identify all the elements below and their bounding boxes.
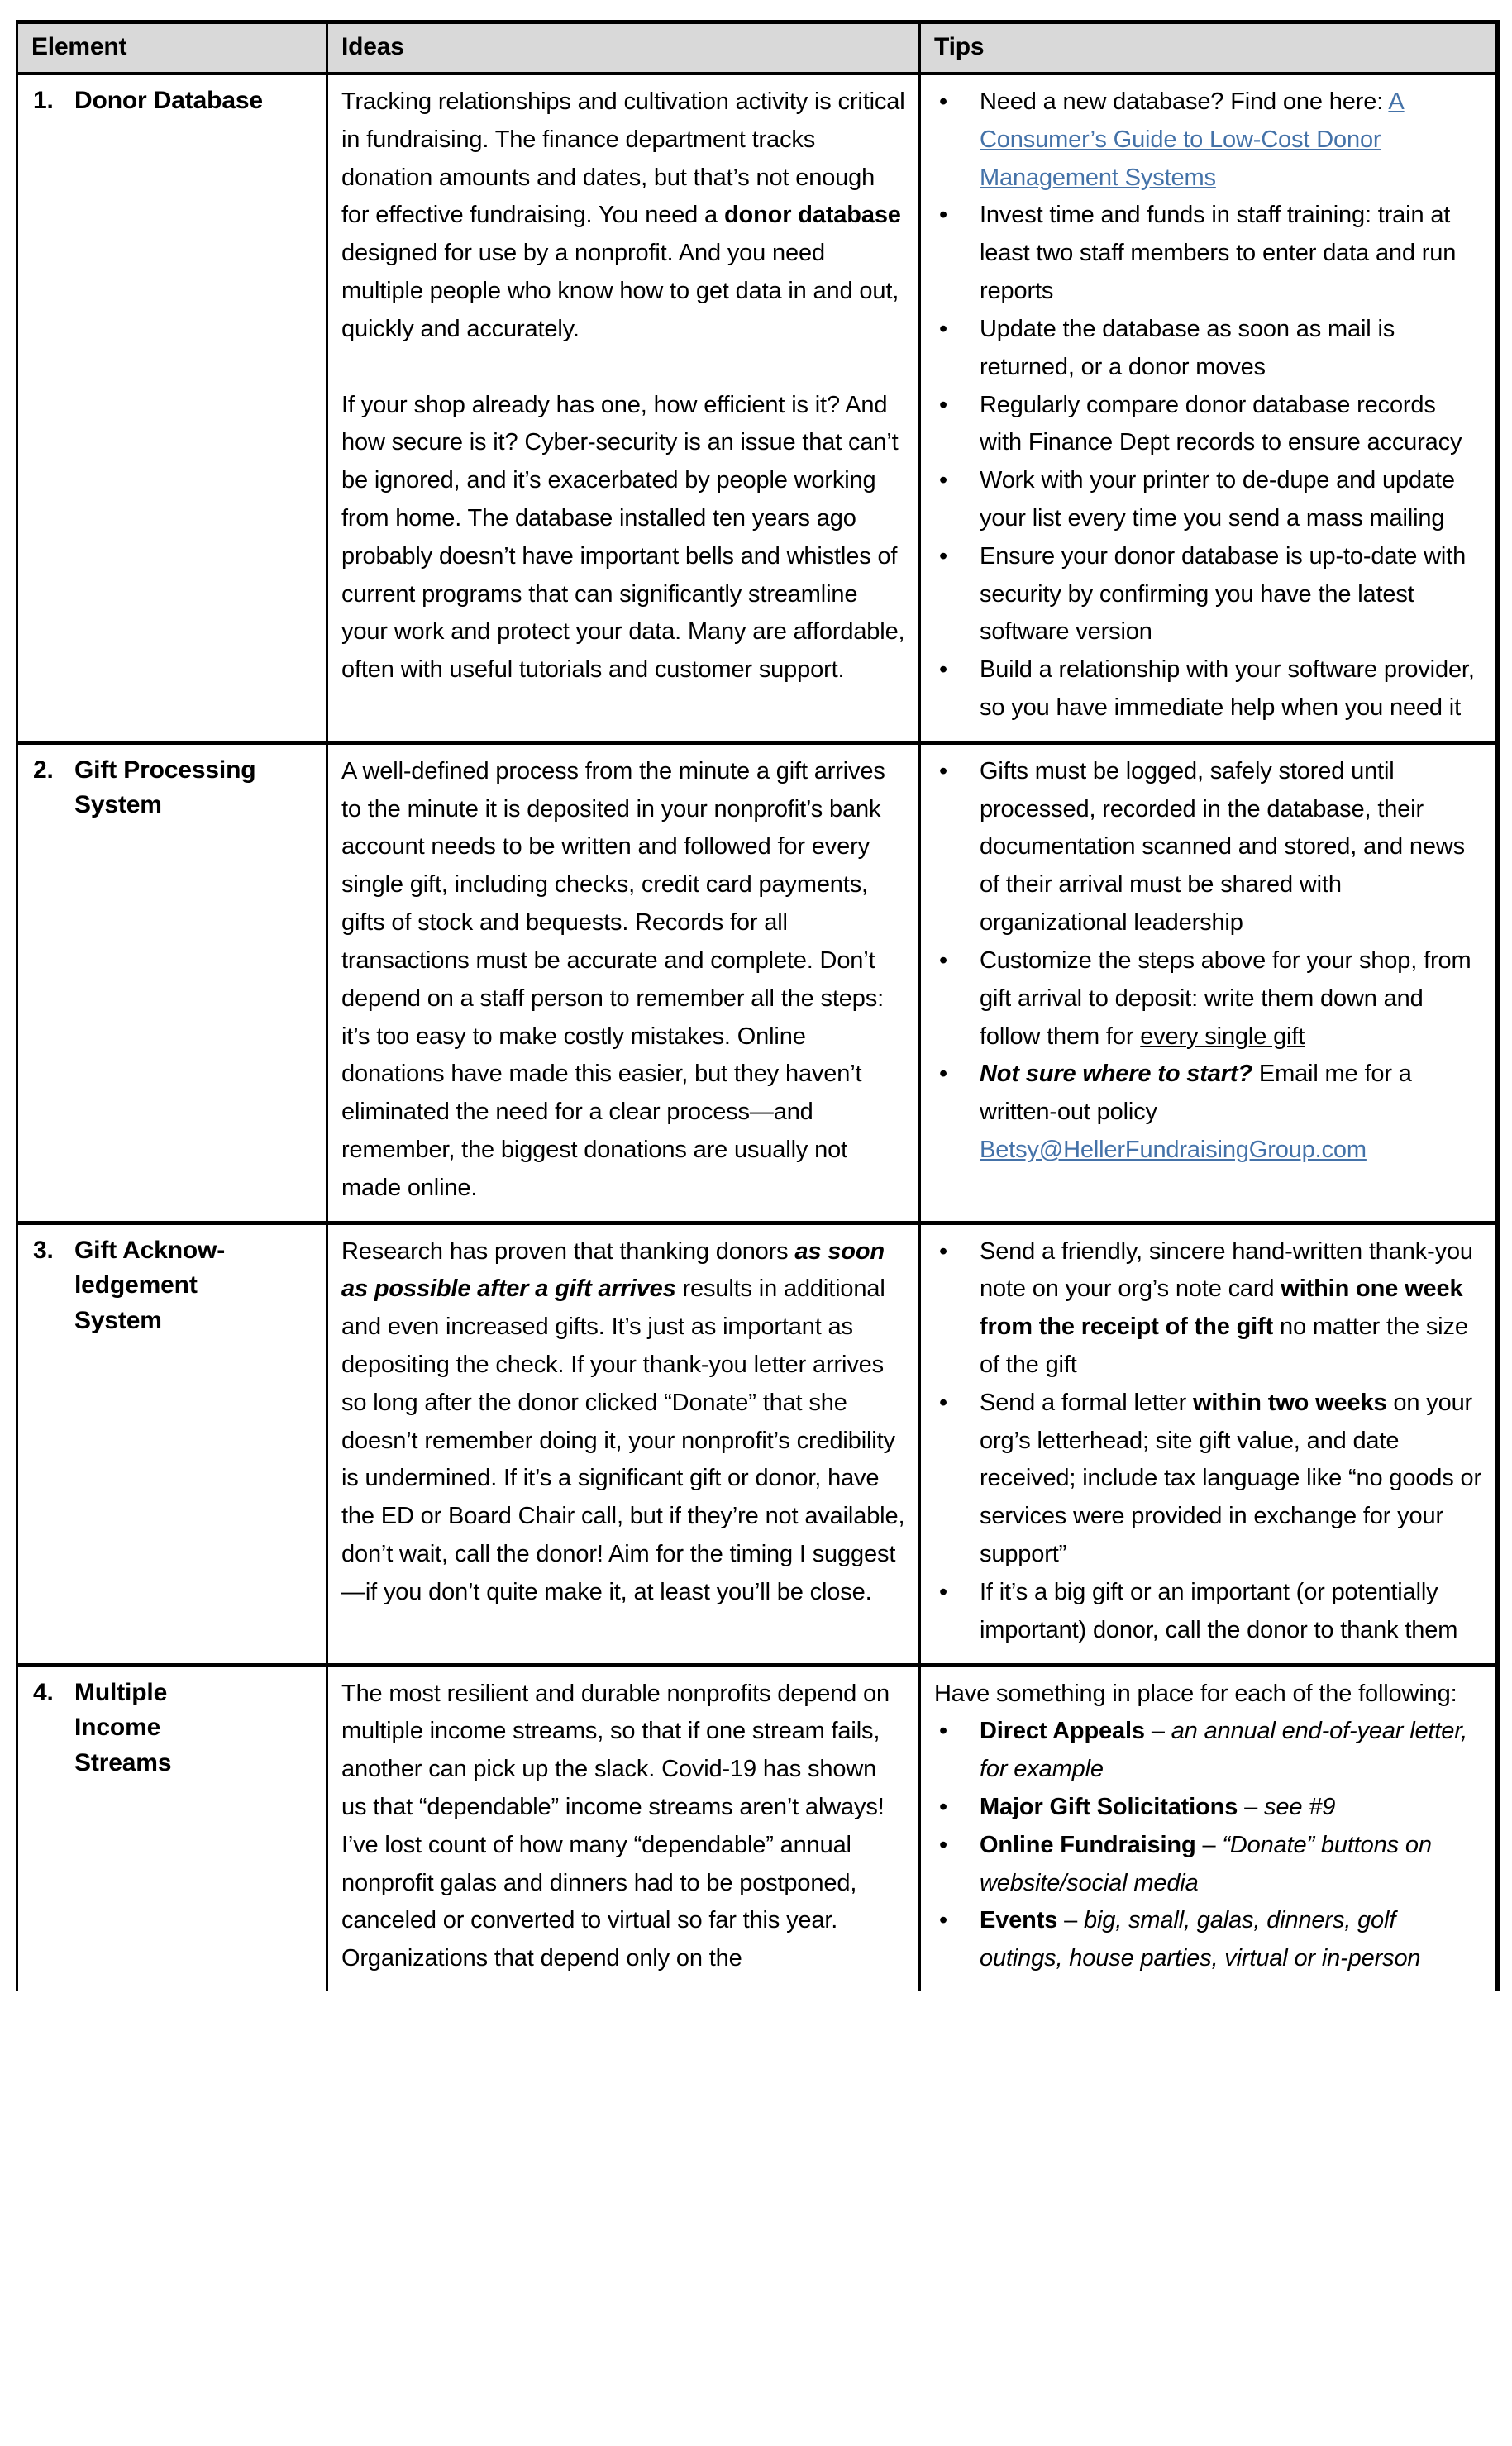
list-item — [934, 942, 1482, 1056]
ideas-cell — [327, 742, 920, 1223]
element-cell — [17, 742, 327, 1223]
tip-text: Customize the steps above for your shop, from gift arrival to deposit: write them down and follow them for — [980, 946, 1471, 1050]
list-item — [934, 1827, 1482, 1903]
tip-separator: – — [1238, 1793, 1264, 1820]
tip-emphasis-bold: Events — [980, 1907, 1058, 1934]
tip-emphasis-bold: Major Gift Solicitations — [980, 1793, 1238, 1820]
list-item — [934, 1385, 1482, 1574]
fundraising-elements-table — [16, 20, 1500, 1991]
tip-separator: – — [1195, 1831, 1223, 1858]
tip-emphasis-bold: within two weeks — [1192, 1389, 1387, 1416]
list-item: • Gifts must be logged, safely stored until processed, recorded in the database, their documentation scanned and stored, and news of their arrival must be shared with organizational leadership — [934, 753, 1482, 942]
tip-text: Send a friendly, sincere hand-written thank-you note on your org’s note card — [980, 1237, 1473, 1303]
tip-text: Send a formal letter — [980, 1389, 1193, 1416]
tip-lead-text: Need a new database? Find one here: — [980, 88, 1389, 115]
column-header-tips: Tips — [920, 22, 1498, 74]
tip-emphasis-bold: Online Fundraising — [980, 1831, 1196, 1858]
element-cell — [17, 1665, 327, 1991]
element-number: 2. — [33, 756, 54, 784]
tip-emphasis-bold: Direct Appeals — [980, 1718, 1145, 1745]
tip-separator: – — [1144, 1718, 1171, 1745]
list-item — [934, 1789, 1482, 1827]
tips-cell — [920, 1665, 1498, 1991]
tips-intro-text: Have something in place for each of the following: — [934, 1680, 1457, 1707]
tip-emphasis-bold: within one week from the receipt of the gift — [980, 1275, 1463, 1341]
table-body — [17, 74, 1498, 1991]
ideas-paragraph: A well-defined process from the minute a gift arrives to the minute it is deposited in your nonprofit’s bank account needs to be written and followed for every single gift, including checks, credit card payments, gifts of stock and bequests. Records for all transactions must be accurate and complete. Don’t depend on a staff person to remember all the steps: it’s too easy to make costly mistakes. Online donations have made this easier, but they haven’t eliminated the need for a clear process—and remember, the biggest donations are usually not made online. — [341, 757, 885, 1201]
element-cell — [17, 1223, 327, 1665]
tip-emphasis-italic: an annual end-of-year letter, for example — [980, 1718, 1468, 1783]
tip-emphasis-italic: see #9 — [1264, 1793, 1336, 1820]
table-row — [17, 742, 1498, 1223]
list-item: • Ensure your donor database is up-to-date with security by confirming you have the latest software version — [934, 538, 1482, 651]
tip-separator: – — [1057, 1907, 1084, 1934]
tips-cell — [920, 74, 1498, 742]
list-item: • If it’s a big gift or an important (or potentially important) donor, call the donor to thank them — [934, 1574, 1482, 1650]
list-item — [934, 1902, 1482, 1978]
list-item — [934, 83, 1482, 197]
element-number: 3. — [33, 1236, 54, 1264]
ideas-cell — [327, 1665, 920, 1991]
table-row — [17, 74, 1498, 742]
table-row — [17, 1665, 1498, 1991]
tips-list — [934, 1233, 1482, 1650]
ideas-paragraph: Tracking relationships and cultivation activity is critical in fundraising. The finance department tracks donation amounts and dates, but that’s not enough for effective fundraising. You need a donor database designed for use by a nonprofit. And you need multiple people who know how to get data in and out, quickly and accurately. — [341, 88, 905, 342]
list-item — [934, 1713, 1482, 1789]
ideas-paragraph: If your shop already has one, how efficient is it? And how secure is it? Cyber-security is an issue that can’t be ignored, and it’s exacerbated by people working from home. The database installed ten years ago probably doesn’t have important bells and whistles of current programs that can significantly streamline your work and protect your data. Many are affordable, often with useful tutorials and customer support. — [341, 391, 905, 684]
tips-list — [934, 753, 1482, 1170]
tips-cell — [920, 742, 1498, 1223]
element-number: 4. — [33, 1678, 54, 1706]
element-number: 1. — [33, 87, 54, 114]
tip-emphasis-bold-italic: Not sure where to start? — [980, 1061, 1252, 1088]
list-item — [934, 1056, 1482, 1169]
list-item: • Regularly compare donor database records with Finance Dept records to ensure accuracy — [934, 387, 1482, 463]
element-name: Donor Database — [74, 87, 263, 114]
ideas-cell — [327, 1223, 920, 1665]
tips-list — [934, 1713, 1482, 1978]
column-header-ideas: Ideas — [327, 22, 920, 74]
tip-emphasis-italic: big, small, galas, dinners, golf outings, house parties, virtual or in-person — [980, 1907, 1421, 1972]
column-header-element: Element — [17, 22, 327, 74]
ideas-cell — [327, 74, 920, 742]
list-item: • Update the database as soon as mail is returned, or a donor moves — [934, 311, 1482, 387]
element-name: Multiple Income Streams — [74, 1678, 172, 1776]
email-link[interactable]: Betsy@HellerFundraisingGroup.com — [980, 1136, 1367, 1163]
tip-emphasis-underline: every single gift — [1140, 1023, 1305, 1050]
table-header-row — [17, 22, 1498, 74]
tips-cell — [920, 1223, 1498, 1665]
element-name: Gift Processing System — [74, 756, 256, 819]
element-cell — [17, 74, 327, 742]
ideas-paragraph: Research has proven that thanking donors as soon as possible after a gift arrives results in additional and even increased gifts. It’s just as important as depositing the check. If your thank-you letter arrives so long after the donor clicked “Donate” that she doesn’t remember doing it, your nonprofit’s credibility is undermined. If it’s a significant gift or donor, have the ED or Board Chair call, but if they’re not available, don’t wait, call the donor! Aim for the timing I suggest—if you don’t quite make it, at least you’ll be close. — [341, 1237, 905, 1605]
element-name: Gift Acknow- ledgement System — [74, 1236, 226, 1334]
table-row — [17, 1223, 1498, 1665]
tip-emphasis-italic: “Donate” buttons on website/social media — [980, 1831, 1432, 1896]
tip-text: Email me for a written-out policy — [980, 1061, 1412, 1126]
tip-text: on your org’s letterhead; site gift value, and date received; include tax language like “no goods or services were provided in exchange for your support” — [980, 1389, 1482, 1568]
tips-list — [934, 83, 1482, 727]
ideas-paragraph: The most resilient and durable nonprofits depend on multiple income streams, so that if one stream fails, another can pick up the slack. Covid-19 has shown us that “dependable” income streams aren’t always! I’ve lost count of how many “dependable” annual nonprofit galas and dinners had to be postponed, canceled or converted to virtual so far this year. Organizations that depend only on the — [341, 1680, 890, 1972]
list-item — [934, 1233, 1482, 1385]
list-item: • Build a relationship with your software provider, so you have immediate help when you need it — [934, 651, 1482, 727]
list-item: • Invest time and funds in staff training: train at least two staff members to enter data and run reports — [934, 197, 1482, 310]
table-header — [17, 22, 1498, 74]
tip-text: no matter the size of the gift — [980, 1314, 1468, 1378]
list-item: • Work with your printer to de-dupe and update your list every time you send a mass mailing — [934, 462, 1482, 538]
donor-management-guide-link[interactable]: A Consumer’s Guide to Low-Cost Donor Management Systems — [980, 88, 1405, 191]
